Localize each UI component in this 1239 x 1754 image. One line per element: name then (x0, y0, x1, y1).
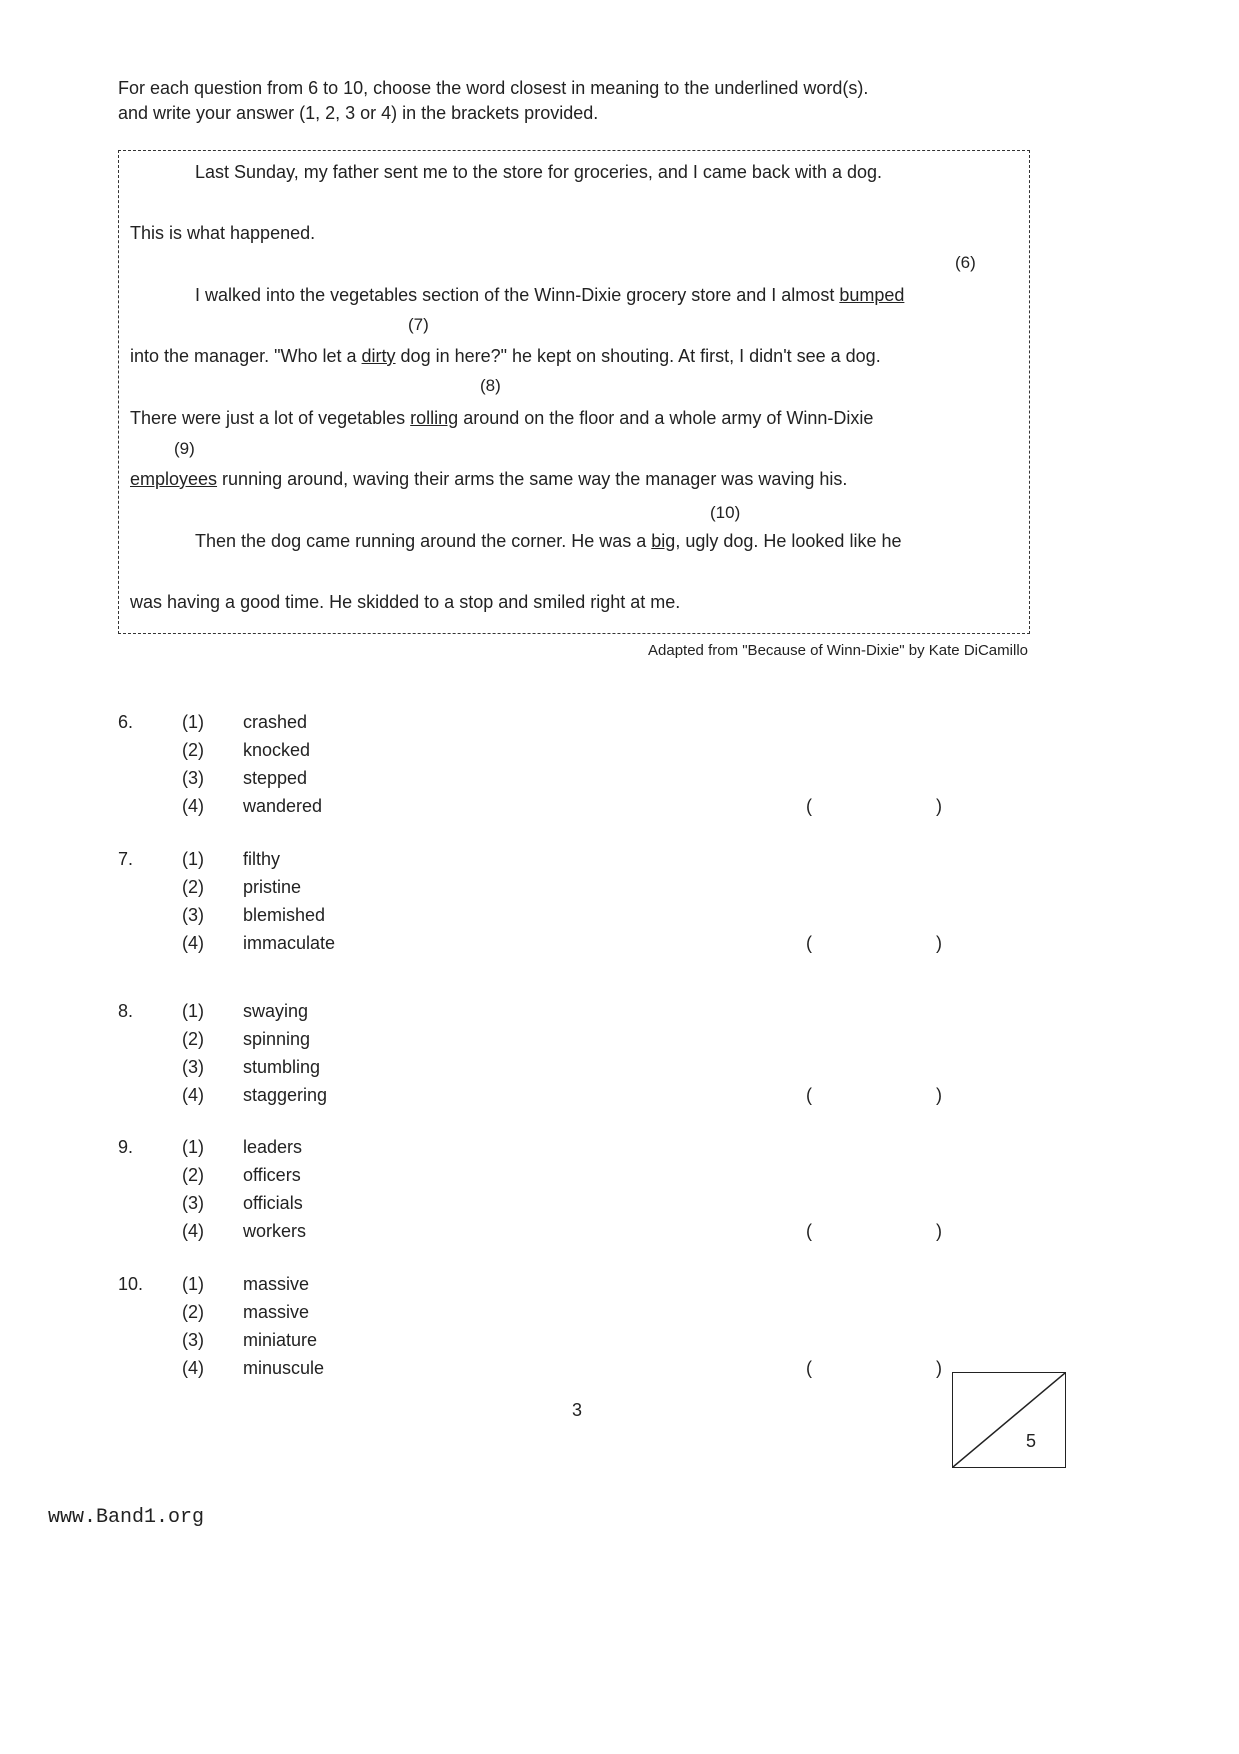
score-box (952, 1372, 1066, 1468)
option-word: massive (243, 1274, 310, 1294)
option-number: (2) (182, 1302, 204, 1322)
option-number: (3) (182, 905, 204, 925)
option-word: knocked (243, 740, 311, 760)
footer-url: www.Band1.org (48, 1506, 205, 1529)
option-number: (4) (182, 1085, 204, 1105)
answer-bracket-close[interactable]: ) (936, 1085, 942, 1105)
passage-line (130, 408, 873, 429)
answer-bracket-open[interactable]: ( (806, 1085, 812, 1105)
answer-bracket-open[interactable]: ( (806, 1221, 812, 1241)
option-number: (3) (182, 1057, 204, 1077)
option-number: (2) (182, 1029, 204, 1049)
option-word: staggering (243, 1085, 328, 1105)
marker-7: (7) (408, 315, 429, 334)
passage-line: Last Sunday, my father sent me to the store for groceries, and I came back with a dog. (195, 162, 883, 182)
answer-bracket-open[interactable]: ( (806, 796, 812, 816)
option-word: crashed (243, 712, 308, 732)
passage-line (130, 346, 881, 367)
score-total: 5 (1026, 1431, 1037, 1451)
text: Then the dog came running around the corner. He was a (195, 531, 652, 551)
page-number: 3 (572, 1400, 583, 1420)
passage-line: This is what happened. (130, 223, 316, 243)
option-number: (1) (182, 849, 204, 869)
underlined-word: employees (130, 469, 218, 489)
option-number: (4) (182, 796, 204, 816)
text: There were just a lot of vegetables (130, 408, 411, 428)
instruction-line-1: For each question from 6 to 10, choose the word closest in meaning to the underlined word(s). (118, 78, 869, 98)
text: into the manager. "Who let a (130, 346, 362, 366)
option-number: (4) (182, 1358, 204, 1378)
answer-bracket-open[interactable]: ( (806, 1358, 812, 1378)
instruction-line-2: and write your answer (1, 2, 3 or 4) in the brackets provided. (118, 103, 599, 123)
question-number: 10. (118, 1274, 144, 1294)
option-word: swaying (243, 1001, 309, 1021)
option-word: massive (243, 1302, 310, 1322)
question-number: 7. (118, 849, 134, 869)
option-word: blemished (243, 905, 326, 925)
option-word: leaders (243, 1137, 303, 1157)
option-word: filthy (243, 849, 281, 869)
marker-6: (6) (955, 253, 976, 272)
underlined-word: rolling (410, 408, 459, 428)
passage-line (195, 531, 901, 552)
option-number: (2) (182, 1165, 204, 1185)
option-number: (3) (182, 768, 204, 788)
text: , ugly dog. He looked like he (675, 531, 902, 551)
option-word: wandered (243, 796, 323, 816)
attribution: Adapted from "Because of Winn-Dixie" by Kate DiCamillo (648, 642, 1028, 659)
option-number: (3) (182, 1330, 204, 1350)
option-word: stepped (243, 768, 308, 788)
option-word: minuscule (243, 1358, 325, 1378)
passage-line (195, 285, 904, 306)
text: I walked into the vegetables section of the Winn-Dixie grocery store and I almost (195, 285, 840, 305)
answer-bracket-close[interactable]: ) (936, 1221, 942, 1241)
option-number: (4) (182, 933, 204, 953)
passage-line: was having a good time. He skidded to a stop and smiled right at me. (130, 592, 681, 612)
option-number: (2) (182, 877, 204, 897)
option-number: (1) (182, 712, 204, 732)
score-diagonal (953, 1373, 1065, 1467)
marker-9: (9) (174, 439, 195, 458)
answer-bracket-close[interactable]: ) (936, 1358, 942, 1378)
option-word: officers (243, 1165, 301, 1185)
option-word: officials (243, 1193, 303, 1213)
answer-bracket-open[interactable]: ( (806, 933, 812, 953)
option-number: (4) (182, 1221, 204, 1241)
underlined-word: bumped (839, 285, 905, 305)
option-number: (1) (182, 1001, 204, 1021)
answer-bracket-close[interactable]: ) (936, 796, 942, 816)
passage-line (130, 469, 847, 490)
option-word: workers (243, 1221, 307, 1241)
marker-8: (8) (480, 376, 501, 395)
option-word: stumbling (243, 1057, 321, 1077)
question-number: 6. (118, 712, 134, 732)
text: around on the floor and a whole army of Winn-Dixie (458, 408, 874, 428)
option-number: (1) (182, 1274, 204, 1294)
option-number: (1) (182, 1137, 204, 1157)
marker-10: (10) (710, 503, 741, 522)
text: dog in here?" he kept on shouting. At first, I didn't see a dog. (395, 346, 881, 366)
option-word: immaculate (243, 933, 336, 953)
text: running around, waving their arms the same way the manager was waving his. (217, 469, 848, 489)
option-number: (3) (182, 1193, 204, 1213)
question-number: 8. (118, 1001, 134, 1021)
underlined-word: dirty (361, 346, 396, 366)
option-number: (2) (182, 740, 204, 760)
answer-bracket-close[interactable]: ) (936, 933, 942, 953)
option-word: spinning (243, 1029, 311, 1049)
question-number: 9. (118, 1137, 134, 1157)
option-word: miniature (243, 1330, 318, 1350)
underlined-word: big (651, 531, 676, 551)
option-word: pristine (243, 877, 302, 897)
